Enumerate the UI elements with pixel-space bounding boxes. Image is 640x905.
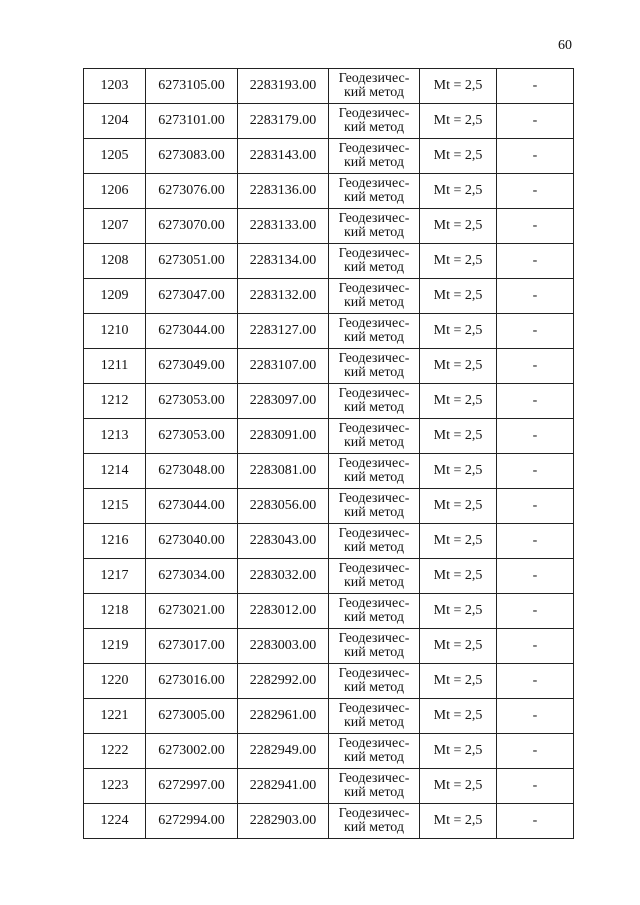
table-row bbox=[84, 769, 574, 804]
method-line-1: Геодезичес- bbox=[338, 666, 410, 681]
method-cell bbox=[329, 559, 420, 594]
table-row bbox=[84, 139, 574, 174]
method-line-1: Геодезичес- bbox=[338, 211, 410, 226]
method-line-1: Геодезичес- bbox=[338, 421, 410, 436]
accuracy-cell: Mt = 2,5 bbox=[420, 419, 497, 454]
y-coordinate-cell: 2283097.00 bbox=[238, 384, 329, 419]
method-line-2: кий метод bbox=[343, 785, 404, 800]
method-cell bbox=[329, 314, 420, 349]
method-line-2: кий метод bbox=[343, 820, 404, 835]
method-line-1: Геодезичес- bbox=[338, 806, 410, 821]
note-cell: - bbox=[497, 664, 574, 699]
x-coordinate-cell: 6273040.00 bbox=[146, 524, 238, 559]
point-number-cell: 1222 bbox=[84, 734, 146, 769]
note-cell: - bbox=[497, 594, 574, 629]
note-cell: - bbox=[497, 174, 574, 209]
method-line-2: кий метод bbox=[343, 85, 404, 100]
y-coordinate-cell: 2282961.00 bbox=[238, 699, 329, 734]
point-number-cell: 1218 bbox=[84, 594, 146, 629]
point-number-cell: 1205 bbox=[84, 139, 146, 174]
note-cell: - bbox=[497, 804, 574, 839]
method-cell bbox=[329, 349, 420, 384]
point-number-cell: 1208 bbox=[84, 244, 146, 279]
x-coordinate-cell: 6273051.00 bbox=[146, 244, 238, 279]
y-coordinate-cell: 2282992.00 bbox=[238, 664, 329, 699]
note-cell: - bbox=[497, 279, 574, 314]
x-coordinate-cell: 6273105.00 bbox=[146, 69, 238, 104]
method-line-2: кий метод bbox=[343, 260, 404, 275]
method-line-1: Геодезичес- bbox=[338, 281, 410, 296]
accuracy-cell: Mt = 2,5 bbox=[420, 384, 497, 419]
y-coordinate-cell: 2283012.00 bbox=[238, 594, 329, 629]
y-coordinate-cell: 2283056.00 bbox=[238, 489, 329, 524]
note-cell: - bbox=[497, 769, 574, 804]
x-coordinate-cell: 6273021.00 bbox=[146, 594, 238, 629]
method-line-2: кий метод bbox=[343, 575, 404, 590]
method-line-1: Геодезичес- bbox=[338, 351, 410, 366]
method-line-1: Геодезичес- bbox=[338, 771, 410, 786]
method-line-2: кий метод bbox=[343, 750, 404, 765]
x-coordinate-cell: 6273101.00 bbox=[146, 104, 238, 139]
note-cell: - bbox=[497, 139, 574, 174]
table-row bbox=[84, 69, 574, 104]
accuracy-cell: Mt = 2,5 bbox=[420, 734, 497, 769]
point-number-cell: 1224 bbox=[84, 804, 146, 839]
method-cell bbox=[329, 69, 420, 104]
accuracy-cell: Mt = 2,5 bbox=[420, 664, 497, 699]
accuracy-cell: Mt = 2,5 bbox=[420, 104, 497, 139]
point-number-cell: 1206 bbox=[84, 174, 146, 209]
point-number-cell: 1204 bbox=[84, 104, 146, 139]
point-number-cell: 1223 bbox=[84, 769, 146, 804]
accuracy-cell: Mt = 2,5 bbox=[420, 314, 497, 349]
accuracy-cell: Mt = 2,5 bbox=[420, 629, 497, 664]
method-line-2: кий метод bbox=[343, 295, 404, 310]
point-number-cell: 1215 bbox=[84, 489, 146, 524]
method-line-1: Геодезичес- bbox=[338, 316, 410, 331]
page-number: 60 bbox=[558, 38, 572, 53]
table-row bbox=[84, 524, 574, 559]
method-line-2: кий метод bbox=[343, 680, 404, 695]
x-coordinate-cell: 6273047.00 bbox=[146, 279, 238, 314]
point-number-cell: 1211 bbox=[84, 349, 146, 384]
note-cell: - bbox=[497, 489, 574, 524]
y-coordinate-cell: 2283193.00 bbox=[238, 69, 329, 104]
accuracy-cell: Mt = 2,5 bbox=[420, 489, 497, 524]
x-coordinate-cell: 6273083.00 bbox=[146, 139, 238, 174]
method-line-1: Геодезичес- bbox=[338, 141, 410, 156]
method-line-1: Геодезичес- bbox=[338, 386, 410, 401]
point-number-cell: 1216 bbox=[84, 524, 146, 559]
x-coordinate-cell: 6273002.00 bbox=[146, 734, 238, 769]
method-line-2: кий метод bbox=[343, 610, 404, 625]
y-coordinate-cell: 2283081.00 bbox=[238, 454, 329, 489]
point-number-cell: 1221 bbox=[84, 699, 146, 734]
x-coordinate-cell: 6273053.00 bbox=[146, 419, 238, 454]
x-coordinate-cell: 6273048.00 bbox=[146, 454, 238, 489]
x-coordinate-cell: 6273034.00 bbox=[146, 559, 238, 594]
method-line-1: Геодезичес- bbox=[338, 596, 410, 611]
table-row bbox=[84, 559, 574, 594]
accuracy-cell: Mt = 2,5 bbox=[420, 699, 497, 734]
note-cell: - bbox=[497, 349, 574, 384]
table-row bbox=[84, 454, 574, 489]
table-row bbox=[84, 489, 574, 524]
point-number-cell: 1203 bbox=[84, 69, 146, 104]
method-line-1: Геодезичес- bbox=[338, 106, 410, 121]
method-cell bbox=[329, 384, 420, 419]
x-coordinate-cell: 6273005.00 bbox=[146, 699, 238, 734]
method-line-1: Геодезичес- bbox=[338, 526, 410, 541]
accuracy-cell: Mt = 2,5 bbox=[420, 209, 497, 244]
method-cell bbox=[329, 279, 420, 314]
point-number-cell: 1217 bbox=[84, 559, 146, 594]
note-cell: - bbox=[497, 314, 574, 349]
method-line-2: кий метод bbox=[343, 645, 404, 660]
coordinates-table bbox=[83, 68, 574, 839]
table-row bbox=[84, 349, 574, 384]
table-row bbox=[84, 419, 574, 454]
y-coordinate-cell: 2282903.00 bbox=[238, 804, 329, 839]
method-line-1: Геодезичес- bbox=[338, 701, 410, 716]
note-cell: - bbox=[497, 454, 574, 489]
x-coordinate-cell: 6272997.00 bbox=[146, 769, 238, 804]
y-coordinate-cell: 2283133.00 bbox=[238, 209, 329, 244]
accuracy-cell: Mt = 2,5 bbox=[420, 804, 497, 839]
method-line-2: кий метод bbox=[343, 365, 404, 380]
coordinates-table-body bbox=[84, 69, 574, 839]
method-cell bbox=[329, 454, 420, 489]
table-row bbox=[84, 104, 574, 139]
table-row bbox=[84, 279, 574, 314]
method-cell bbox=[329, 104, 420, 139]
note-cell: - bbox=[497, 419, 574, 454]
y-coordinate-cell: 2283003.00 bbox=[238, 629, 329, 664]
table-row bbox=[84, 664, 574, 699]
table-row bbox=[84, 314, 574, 349]
point-number-cell: 1220 bbox=[84, 664, 146, 699]
table-row bbox=[84, 594, 574, 629]
method-line-2: кий метод bbox=[343, 330, 404, 345]
table-row bbox=[84, 384, 574, 419]
x-coordinate-cell: 6273053.00 bbox=[146, 384, 238, 419]
method-cell bbox=[329, 209, 420, 244]
accuracy-cell: Mt = 2,5 bbox=[420, 174, 497, 209]
method-line-1: Геодезичес- bbox=[338, 246, 410, 261]
table-row bbox=[84, 209, 574, 244]
point-number-cell: 1207 bbox=[84, 209, 146, 244]
method-cell bbox=[329, 629, 420, 664]
point-number-cell: 1210 bbox=[84, 314, 146, 349]
x-coordinate-cell: 6273016.00 bbox=[146, 664, 238, 699]
y-coordinate-cell: 2283136.00 bbox=[238, 174, 329, 209]
note-cell: - bbox=[497, 69, 574, 104]
x-coordinate-cell: 6273076.00 bbox=[146, 174, 238, 209]
accuracy-cell: Mt = 2,5 bbox=[420, 139, 497, 174]
method-line-1: Геодезичес- bbox=[338, 71, 410, 86]
method-line-1: Геодезичес- bbox=[338, 736, 410, 751]
method-cell bbox=[329, 664, 420, 699]
note-cell: - bbox=[497, 244, 574, 279]
method-line-2: кий метод bbox=[343, 470, 404, 485]
method-line-1: Геодезичес- bbox=[338, 176, 410, 191]
note-cell: - bbox=[497, 734, 574, 769]
note-cell: - bbox=[497, 699, 574, 734]
method-cell bbox=[329, 769, 420, 804]
accuracy-cell: Mt = 2,5 bbox=[420, 69, 497, 104]
method-cell bbox=[329, 489, 420, 524]
method-cell bbox=[329, 524, 420, 559]
x-coordinate-cell: 6273049.00 bbox=[146, 349, 238, 384]
method-cell bbox=[329, 244, 420, 279]
point-number-cell: 1213 bbox=[84, 419, 146, 454]
method-line-2: кий метод bbox=[343, 540, 404, 555]
table-row bbox=[84, 629, 574, 664]
point-number-cell: 1212 bbox=[84, 384, 146, 419]
y-coordinate-cell: 2283107.00 bbox=[238, 349, 329, 384]
method-line-1: Геодезичес- bbox=[338, 561, 410, 576]
table-row bbox=[84, 699, 574, 734]
y-coordinate-cell: 2283127.00 bbox=[238, 314, 329, 349]
table-row bbox=[84, 804, 574, 839]
point-number-cell: 1214 bbox=[84, 454, 146, 489]
method-line-1: Геодезичес- bbox=[338, 456, 410, 471]
accuracy-cell: Mt = 2,5 bbox=[420, 559, 497, 594]
method-line-2: кий метод bbox=[343, 435, 404, 450]
y-coordinate-cell: 2283134.00 bbox=[238, 244, 329, 279]
method-line-2: кий метод bbox=[343, 400, 404, 415]
method-line-2: кий метод bbox=[343, 190, 404, 205]
method-cell bbox=[329, 419, 420, 454]
y-coordinate-cell: 2282949.00 bbox=[238, 734, 329, 769]
x-coordinate-cell: 6273070.00 bbox=[146, 209, 238, 244]
point-number-cell: 1209 bbox=[84, 279, 146, 314]
accuracy-cell: Mt = 2,5 bbox=[420, 769, 497, 804]
y-coordinate-cell: 2282941.00 bbox=[238, 769, 329, 804]
y-coordinate-cell: 2283032.00 bbox=[238, 559, 329, 594]
y-coordinate-cell: 2283091.00 bbox=[238, 419, 329, 454]
accuracy-cell: Mt = 2,5 bbox=[420, 279, 497, 314]
table-row bbox=[84, 174, 574, 209]
method-line-2: кий метод bbox=[343, 715, 404, 730]
note-cell: - bbox=[497, 384, 574, 419]
table-row bbox=[84, 734, 574, 769]
method-line-2: кий метод bbox=[343, 225, 404, 240]
note-cell: - bbox=[497, 209, 574, 244]
accuracy-cell: Mt = 2,5 bbox=[420, 454, 497, 489]
method-line-1: Геодезичес- bbox=[338, 491, 410, 506]
method-line-2: кий метод bbox=[343, 120, 404, 135]
accuracy-cell: Mt = 2,5 bbox=[420, 524, 497, 559]
note-cell: - bbox=[497, 524, 574, 559]
x-coordinate-cell: 6273044.00 bbox=[146, 489, 238, 524]
note-cell: - bbox=[497, 104, 574, 139]
method-cell bbox=[329, 139, 420, 174]
point-number-cell: 1219 bbox=[84, 629, 146, 664]
accuracy-cell: Mt = 2,5 bbox=[420, 244, 497, 279]
y-coordinate-cell: 2283132.00 bbox=[238, 279, 329, 314]
method-cell bbox=[329, 594, 420, 629]
method-line-1: Геодезичес- bbox=[338, 631, 410, 646]
method-cell bbox=[329, 804, 420, 839]
method-cell bbox=[329, 734, 420, 769]
method-cell bbox=[329, 174, 420, 209]
x-coordinate-cell: 6272994.00 bbox=[146, 804, 238, 839]
y-coordinate-cell: 2283043.00 bbox=[238, 524, 329, 559]
y-coordinate-cell: 2283143.00 bbox=[238, 139, 329, 174]
note-cell: - bbox=[497, 629, 574, 664]
note-cell: - bbox=[497, 559, 574, 594]
y-coordinate-cell: 2283179.00 bbox=[238, 104, 329, 139]
x-coordinate-cell: 6273044.00 bbox=[146, 314, 238, 349]
x-coordinate-cell: 6273017.00 bbox=[146, 629, 238, 664]
method-cell bbox=[329, 699, 420, 734]
accuracy-cell: Mt = 2,5 bbox=[420, 594, 497, 629]
table-row bbox=[84, 244, 574, 279]
method-line-2: кий метод bbox=[343, 155, 404, 170]
accuracy-cell: Mt = 2,5 bbox=[420, 349, 497, 384]
method-line-2: кий метод bbox=[343, 505, 404, 520]
